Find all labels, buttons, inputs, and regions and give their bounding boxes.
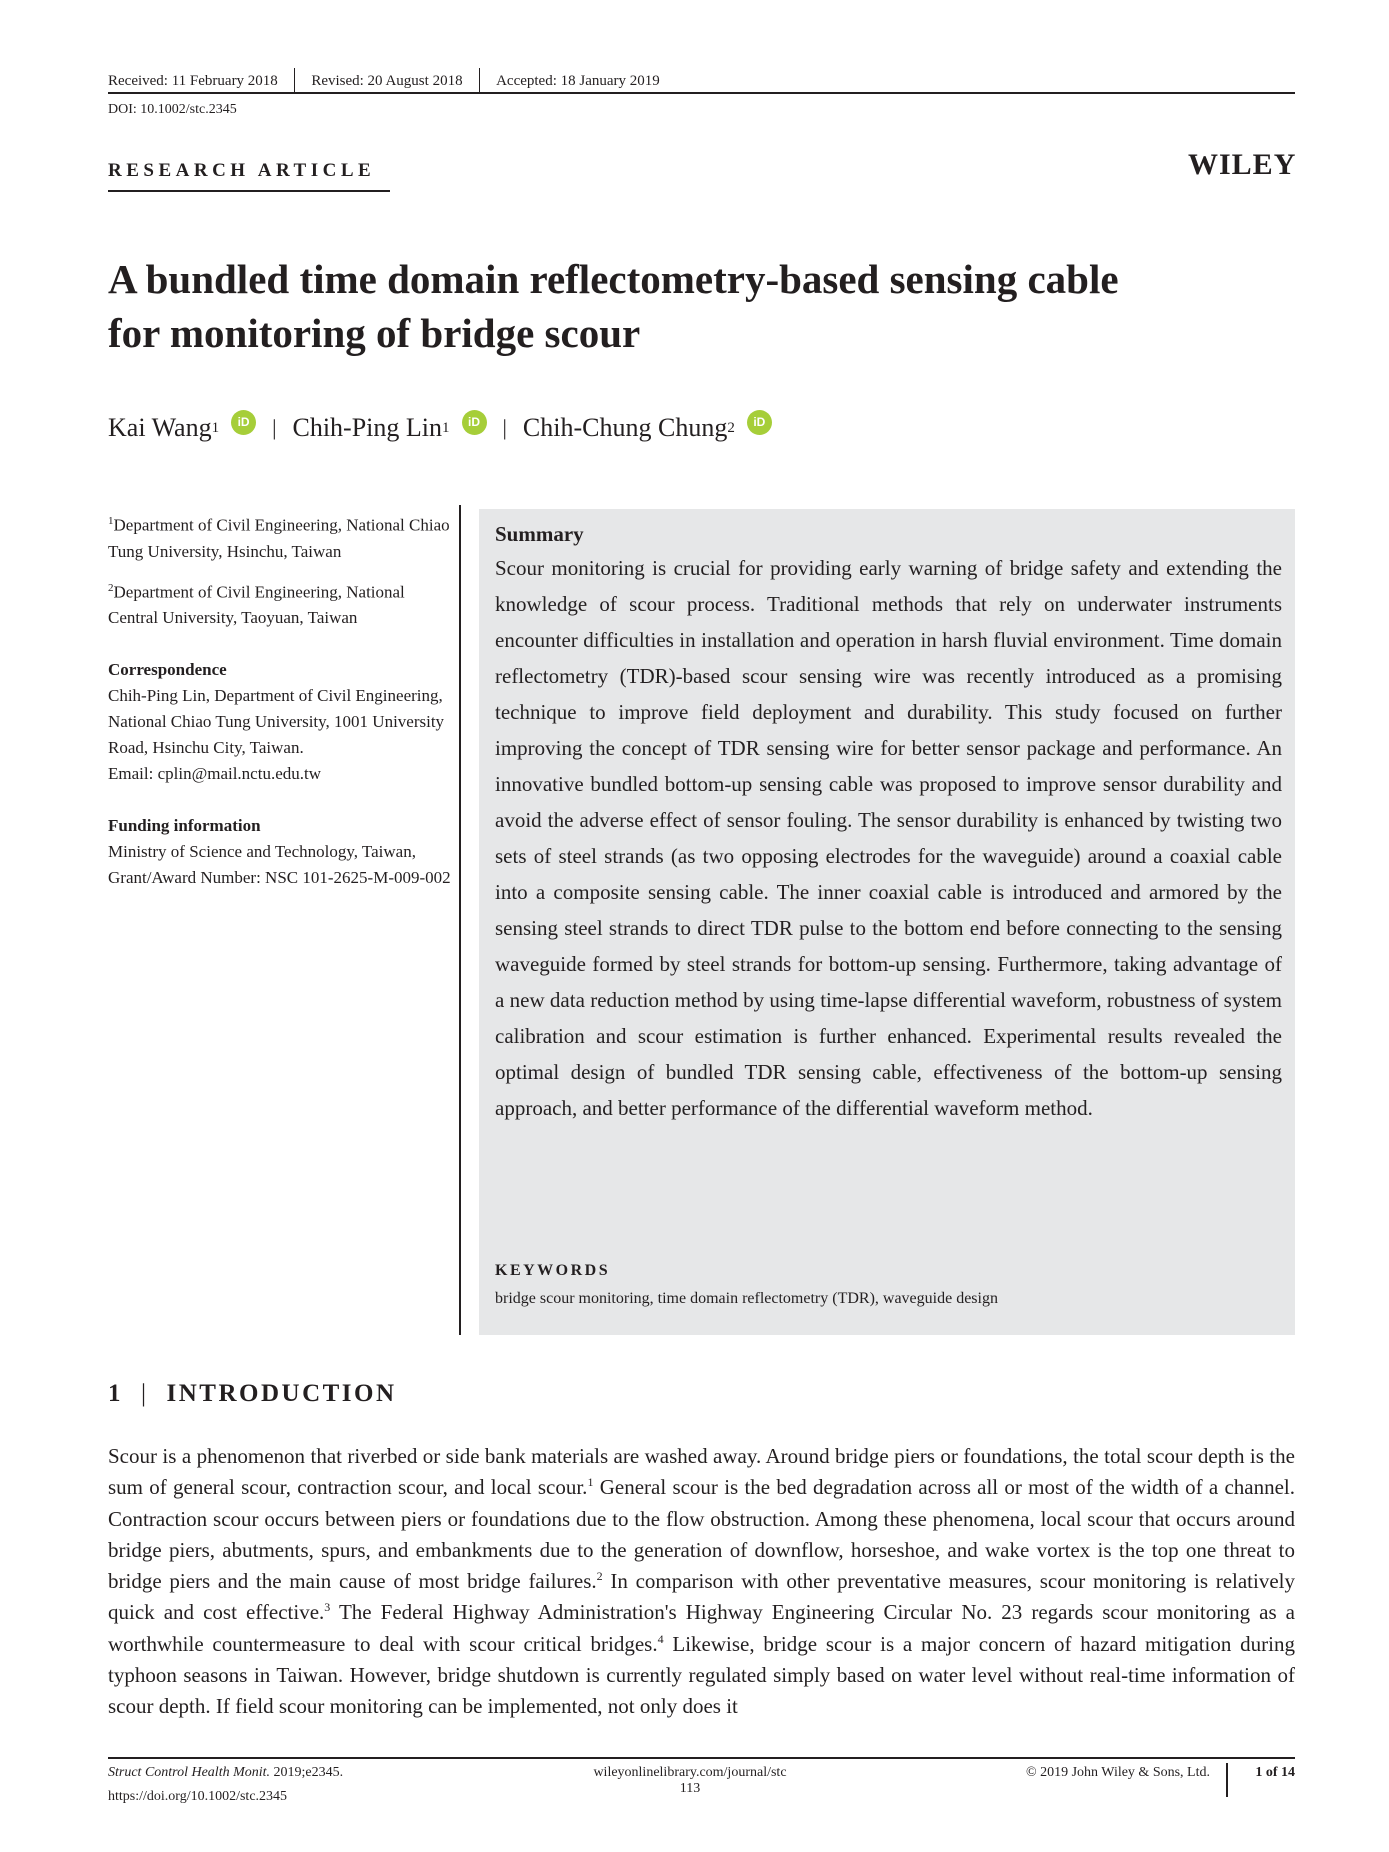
section-title: INTRODUCTION [166, 1380, 397, 1407]
citation-ref[interactable]: 2 [596, 1569, 603, 1584]
correspondence-heading: Correspondence [108, 660, 227, 680]
header-rule [108, 92, 1295, 94]
summary-box [479, 509, 1295, 1335]
section-number: 1 [108, 1380, 123, 1407]
affiliation: $^1$Department of Civil Engineering, National Chiao Tung University, Hsinchu, Taiwan [108, 515, 450, 561]
publication-dates [108, 68, 660, 94]
date-divider [479, 68, 481, 94]
publisher-logo: WILEY [1188, 148, 1297, 181]
author-name: Chih-Ping Lin [292, 413, 442, 442]
date-divider [294, 68, 296, 94]
summary-text: Scour monitoring is crucial for providing early warning of bridge safety and extending the knowledge of scour process. Traditional methods that rely on underwater instruments encounter difficulties in installation and operation in harsh fluvial environment. Time domain reflectometry (TDR)-based scour sensing wire was recently introduced as a promising technique to improve field deployment and durability. This study focused on further improving the concept of TDR sensing wire for better sensor package and performance. An innovative bundled bottom-up sensing cable was proposed to improve sensor durability and avoid the adverse effect of sensor fouling. The sensor durability is enhanced by twisting two sets of steel strands (as two opposing electrodes for the waveguide) around a coaxial cable into a composite sensing cable. The inner coaxial cable is introduced and armored by the sensing steel strands to direct TDR pulse to the bottom end before connecting to the sensing waveguide formed by steel strands for bottom-up sensing. Furthermore, taking advantage of a new data reduction method by using time-lapse differential waveform, robustness of system calibration and scour estimation is further enhanced. Experimental results revealed the optimal design of bundled TDR sensing cable, effectiveness of the bottom-up sensing approach, and better performance of the differential waveform method. [495, 556, 1282, 1120]
journal-name: Struct Control Health Monit. [108, 1765, 271, 1780]
author-list: Kai Wang 1 iD | Chih-Ping Lin 1 iD | Chih-Chung Chung 2 iD [108, 413, 778, 443]
footer-copyright: © 2019 John Wiley & Sons, Ltd. [1025, 1765, 1210, 1780]
section-heading [108, 1380, 397, 1408]
keywords-heading: KEYWORDS [495, 1262, 611, 1279]
author-separator: | [502, 415, 507, 440]
article-info-column [108, 508, 458, 891]
title-line-1: A bundled time domain reflectometry-based sensing cable [108, 256, 1119, 302]
section-separator: | [141, 1380, 149, 1407]
affiliation: $^2$Department of Civil Engineering, National Central University, Taoyuan, Taiwan [108, 581, 405, 628]
footer-website-link[interactable]: wileyonlinelibrary.com/journal/stc [593, 1765, 787, 1780]
correspondence-email[interactable]: Email: cplin@mail.nctu.edu.tw [108, 764, 321, 784]
orcid-icon[interactable]: iD [747, 410, 772, 435]
author-name: Kai Wang [108, 413, 212, 442]
column-divider [459, 505, 461, 1335]
keywords-text: bridge scour monitoring, time domain reflectometry (TDR), waveguide design [495, 1290, 998, 1307]
footer-rule [108, 1757, 1295, 1759]
correspondence-text: Chih-Ping Lin, Department of Civil Engineering, National Chiao Tung University, 1001 University Road, Hsinchu City, Taiwan. [108, 686, 445, 758]
author-separator: | [272, 415, 277, 440]
footer-citation: Struct Control Health Monit. 2019;e2345. [108, 1765, 344, 1780]
received-date: Received: 11 February 2018 [108, 72, 278, 89]
funding-text: Ministry of Science and Technology, Taiwan, Grant/Award Number: NSC 101-2625-M-009-002 [108, 842, 451, 888]
footer-doi-link[interactable]: https://doi.org/10.1002/stc.2345 [108, 1789, 288, 1804]
accepted-date: Accepted: 18 January 2019 [496, 72, 660, 89]
article-type-underline [108, 190, 390, 192]
author-name: Chih-Chung Chung [522, 413, 728, 442]
footer-divider [1226, 1763, 1228, 1797]
doi: DOI: 10.1002/stc.2345 [108, 102, 237, 117]
page-number: 1 of 14 [1255, 1765, 1295, 1780]
summary-heading: Summary [495, 522, 584, 546]
paper-title [108, 252, 1308, 360]
citation-ref[interactable]: 3 [324, 1600, 331, 1615]
citation-ref[interactable]: 1 [587, 1475, 594, 1490]
orcid-icon[interactable]: iD [231, 410, 256, 435]
footer-page-id: 113 [679, 1781, 701, 1796]
funding-heading: Funding information [108, 816, 261, 836]
citation-ref[interactable]: 4 [657, 1631, 664, 1646]
orcid-icon[interactable]: iD [462, 410, 487, 435]
revised-date: Revised: 20 August 2018 [311, 72, 463, 89]
title-line-2: for monitoring of bridge scour [108, 310, 641, 356]
introduction-paragraph: Scour is a phenomenon that riverbed or side bank materials are washed away. Around bridge piers or foundations, the total scour depth is the sum of general scour, contraction scour, and local scour.$^1$ General scour is the bed degradation across all or most of the width of a channel. Contraction scour occurs between piers or foundations due to the flow obstruction. Among these phenomena, local scour that occurs around bridge piers, abutments, spurs, and embankments due to the generation of downflow, horseshoe, and wake vortex is the top one threat to bridge piers and the main cause of most bridge failures.$^2$ In comparison with other preventative measures, scour monitoring is relatively quick and cost effective.$^3$ The Federal Highway Administration's Highway Engineering Circular No. 23 regards scour monitoring as a worthwhile countermeasure to deal with scour critical bridges.$^4$ Likewise, bridge scour is a major concern of hazard mitigation during typhoon seasons in Taiwan. However, bridge shutdown is currently regulated simply based on water level without real-time information of scour depth. If field scour monitoring can be implemented, not only does it [108, 1444, 1296, 1719]
article-type: RESEARCH ARTICLE [108, 160, 376, 181]
